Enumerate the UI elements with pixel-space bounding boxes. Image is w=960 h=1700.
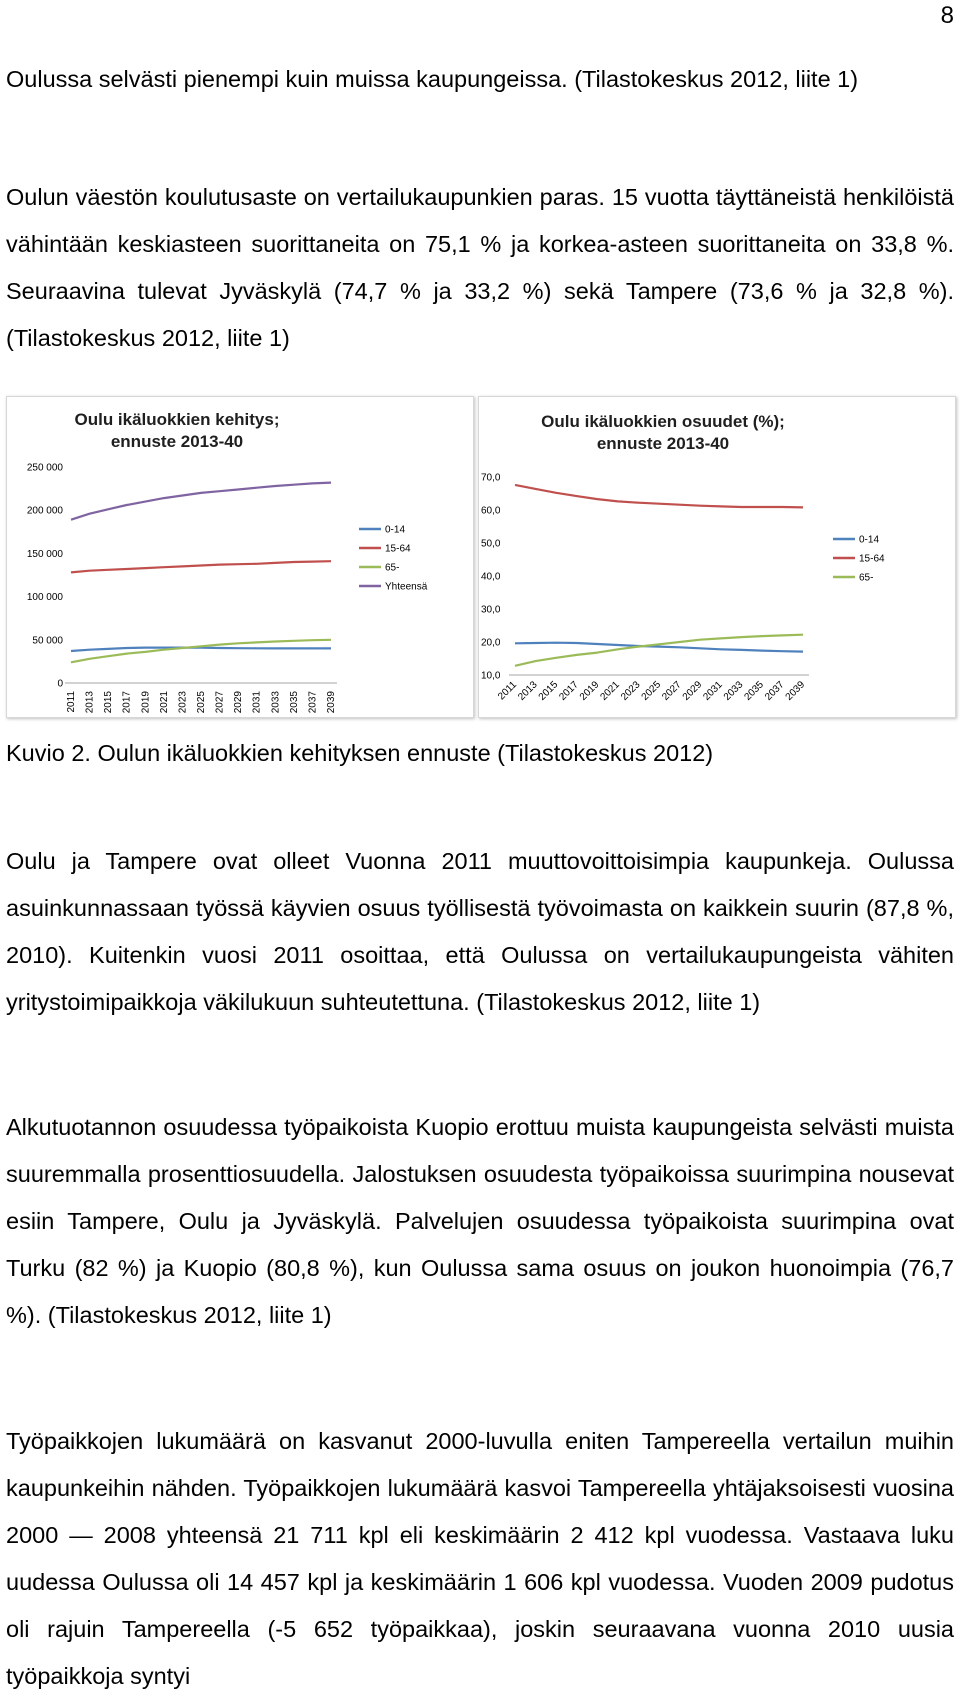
chart1-x-tick-label: 2021 bbox=[158, 691, 170, 714]
page-number: 8 bbox=[940, 2, 954, 29]
chart1-y-tick-label: 100 000 bbox=[26, 592, 63, 604]
chart2-x-tick-label: 2021 bbox=[598, 679, 622, 703]
chart1-y-tick-label: 0 bbox=[57, 678, 63, 690]
chart1-y-tick-label: 150 000 bbox=[26, 548, 63, 560]
chart2-legend-label: 65- bbox=[859, 572, 874, 584]
chart1-y-tick-label: 200 000 bbox=[26, 505, 63, 517]
paragraph-1: Oulussa selvästi pienempi kuin muissa kaupungeissa. (Tilastokeskus 2012, liite 1) bbox=[6, 66, 859, 92]
chart1-series-line-0-14 bbox=[71, 648, 331, 651]
chart1-x-tick-label: 2031 bbox=[251, 691, 263, 714]
chart2-x-tick-label: 2019 bbox=[577, 679, 602, 703]
chart1-x-tick-label: 2033 bbox=[270, 691, 282, 714]
chart1-legend-label: Yhteensä bbox=[385, 581, 428, 593]
chart1-y-tick-label: 250 000 bbox=[26, 462, 63, 474]
chart2-y-tick-label: 50,0 bbox=[481, 538, 501, 550]
chart2-y-tick-label: 70,0 bbox=[481, 472, 501, 484]
chart2-x-tick-label: 2015 bbox=[536, 679, 561, 703]
chart1-legend-label: 65- bbox=[385, 562, 400, 574]
chart1-x-tick-label: 2039 bbox=[326, 691, 337, 714]
chart1-x-tick-label: 2015 bbox=[103, 691, 115, 714]
chart2-title-line: ennuste 2013-40 bbox=[596, 434, 730, 453]
figure-caption: Kuvio 2. Oulun ikäluokkien kehityksen ennuste (Tilastokeskus 2012) bbox=[6, 740, 714, 766]
chart-age-groups-shares bbox=[478, 396, 956, 718]
chart1-x-tick-label: 2017 bbox=[121, 691, 133, 714]
chart-age-groups-development bbox=[6, 396, 474, 718]
paragraph-2: Oulun väestön koulutusaste on vertailukaupunkien paras. 15 vuotta täyttäneistä henkilöistä vähintään keskiasteen suorittaneita on 75,1 % ja korkea-asteen suorittaneita on 33,8 %. Seuraavina tulevat Jyväskylä (74,7 % ja 33,2 %) sekä Tampere (73,6 % ja 32,8 %). (Tilastokeskus 2012, liite 1) bbox=[6, 184, 954, 351]
chart2-legend-label: 15-64 bbox=[859, 553, 885, 565]
chart2-x-tick-label: 2025 bbox=[639, 679, 664, 703]
chart2-y-tick-label: 40,0 bbox=[481, 571, 501, 583]
chart2-legend-label: 0-14 bbox=[859, 534, 880, 546]
chart-age-groups-shares-svg bbox=[479, 397, 955, 717]
chart1-title-line: ennuste 2013-40 bbox=[110, 432, 244, 451]
chart2-x-tick-label: 2029 bbox=[680, 679, 705, 703]
chart2-y-tick-label: 20,0 bbox=[481, 637, 501, 649]
chart2-x-tick-label: 2013 bbox=[516, 679, 540, 703]
chart1-x-tick-label: 2013 bbox=[84, 691, 96, 714]
chart2-y-tick-label: 60,0 bbox=[481, 505, 501, 517]
chart1-x-tick-label: 2023 bbox=[177, 691, 189, 714]
chart1-series-line-15-64 bbox=[71, 561, 331, 572]
chart2-title-line: Oulu ikäluokkien osuudet (%); bbox=[541, 412, 785, 431]
paragraph-3: Oulu ja Tampere ovat olleet Vuonna 2011 muuttovoittoisimpia kaupunkeja. Oulussa asuinkunnassaan työssä käyvien osuus työllisestä työvoimasta on kaikkein suurin (87,8 %, 2010). Kuitenkin vuosi 2011 osoittaa, että Oulussa on vertailukaupungeista vähiten yritystoimipaikkoja väkilukuun suhteutettuna. (Tilastokeskus 2012, liite 1) bbox=[6, 848, 954, 1015]
chart2-x-tick-label: 2037 bbox=[763, 679, 787, 703]
chart2-x-tick-label: 2031 bbox=[701, 679, 725, 703]
chart2-x-tick-label: 2033 bbox=[721, 679, 746, 703]
chart1-series-line-yhteens- bbox=[71, 483, 331, 520]
chart2-y-tick-label: 10,0 bbox=[481, 670, 501, 682]
chart2-x-tick-label: 2017 bbox=[557, 679, 581, 703]
paragraph-5: Työpaikkojen lukumäärä on kasvanut 2000-luvulla eniten Tampereella vertailun muihin kaupunkeihin nähden. Työpaikkojen lukumäärä kasvoi Tampereella yhtäjaksoisesti vuosina 2000 — 2008 yhteensä 21 711 kpl eli keskimäärin 2 412 kpl vuodessa. Vastaava luku uudessa Oulussa oli 14 457 kpl ja keskimäärin 1 606 kpl vuodessa. Vuoden 2009 pudotus oli rajuin Tampereella (-5 652 työpaikkaa), joskin seuraavana vuonna 2010 uusia työpaikkoja syntyi bbox=[6, 1428, 954, 1689]
chart1-legend-label: 0-14 bbox=[385, 524, 406, 536]
chart1-x-tick-label: 2037 bbox=[307, 691, 319, 714]
chart1-y-tick-label: 50 000 bbox=[32, 635, 63, 647]
chart2-series-line-15-64 bbox=[515, 485, 803, 508]
chart2-x-tick-label: 2035 bbox=[742, 679, 766, 703]
chart1-x-tick-label: 2011 bbox=[66, 691, 77, 713]
paragraph-4: Alkutuotannon osuudessa työpaikoista Kuopio erottuu muista kaupungeista selvästi muista suuremmalla prosenttiosuudella. Jalostuksen osuudesta työpaikoissa suurimpina nousevat esiin Tampere, Oulu ja Jyväskylä. Palvelujen osuudessa työpaikoista suurimpina ovat Turku (82 %) ja Kuopio (80,8 %), kun Oulussa sama osuus on joukon huonoimpia (76,7 %). (Tilastokeskus 2012, liite 1) bbox=[6, 1114, 954, 1328]
chart1-title-line: Oulu ikäluokkien kehitys; bbox=[74, 410, 280, 429]
chart1-legend-label: 15-64 bbox=[385, 543, 411, 555]
chart2-x-tick-label: 2011 bbox=[496, 679, 520, 703]
chart1-x-tick-label: 2029 bbox=[233, 691, 245, 714]
chart1-x-tick-label: 2019 bbox=[140, 691, 152, 714]
chart1-x-tick-label: 2027 bbox=[214, 691, 226, 714]
chart-age-groups-development-svg bbox=[7, 397, 473, 717]
chart2-y-tick-label: 30,0 bbox=[481, 604, 501, 616]
chart2-x-tick-label: 2023 bbox=[619, 679, 643, 703]
chart1-x-tick-label: 2035 bbox=[288, 691, 300, 714]
chart2-x-tick-label: 2039 bbox=[783, 679, 808, 703]
chart1-x-tick-label: 2025 bbox=[196, 691, 207, 714]
chart2-x-tick-label: 2027 bbox=[660, 679, 684, 703]
chart1-series-line-65- bbox=[71, 640, 331, 663]
